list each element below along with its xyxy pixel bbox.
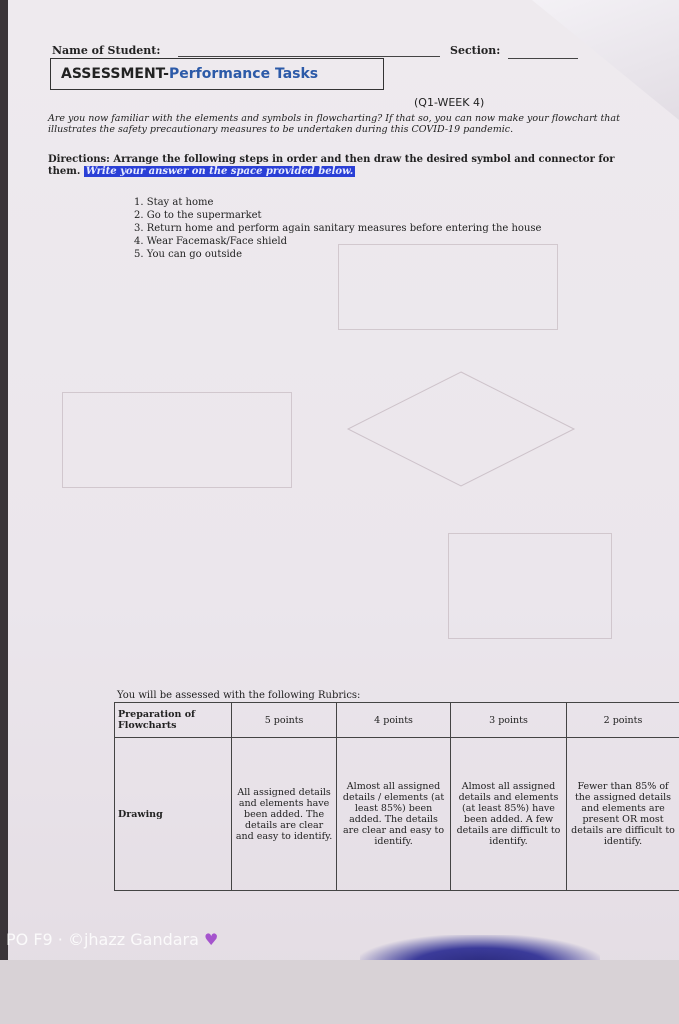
show-through-box (338, 244, 558, 330)
rubric-header-cell: 5 points (232, 703, 337, 738)
step-item: 3. Return home and perform again sanitary measures before entering the house (134, 223, 542, 234)
step-item: 1. Stay at home (134, 197, 214, 208)
watermark (6, 930, 218, 949)
rubric-cell: Fewer than 85% of the assigned details and elements are present OR most details are difficult to identify. (567, 738, 679, 891)
assessment-title (50, 58, 384, 90)
directions-text: Directions: Arrange the following steps in order and then draw the desired symbol and connector for them. (48, 154, 615, 177)
title-part-2: Performance Tasks (169, 66, 319, 82)
step-item: 5. You can go outside (134, 249, 243, 260)
show-through-diamond (346, 370, 576, 488)
rubric-header-row (115, 703, 679, 738)
background-surface (0, 960, 679, 1024)
step-item: 2. Go to the supermarket (134, 210, 262, 221)
directions-highlight: Write your answer on the space provided below. (85, 166, 354, 177)
rubric-header-cell: Preparation of Flowcharts (115, 703, 232, 738)
step-item: 4. Wear Facemask/Face shield (134, 236, 287, 247)
title-part-1: ASSESSMENT- (61, 66, 169, 82)
heart-icon: ♥ (204, 930, 219, 949)
name-label: Name of Student: (52, 44, 161, 57)
rubric-cell: Almost all assigned details and elements (at least 85%) have been added. A few details are difficult to identify. (450, 738, 566, 891)
intro-text: Are you now familiar with the elements and symbols in flowcharting? If that so, you can now make your flowchart that illustrates the safety precautionary measures to be undertaken during this COVID-19 pandemic. (48, 113, 620, 135)
name-line (178, 56, 440, 57)
show-through-box (448, 533, 612, 639)
rubric-row-label: Drawing (115, 738, 232, 891)
week-label: (Q1-WEEK 4) (414, 96, 485, 109)
directions (48, 154, 628, 178)
rubric-header-cell: 2 points (567, 703, 679, 738)
rubric-header-cell: 3 points (450, 703, 566, 738)
section-label: Section: (450, 44, 501, 57)
rubric-cell: Almost all assigned details / elements (at least 85%) been added. The details are clear and easy to identify. (337, 738, 451, 891)
rubric-intro: You will be assessed with the following Rubrics: (117, 690, 361, 701)
rubric-cell: All assigned details and elements have been added. The details are clear and easy to identify. (232, 738, 337, 891)
rubric-table (114, 702, 679, 891)
section-line (508, 58, 578, 59)
rubric-header-cell: 4 points (337, 703, 451, 738)
show-through-box (62, 392, 292, 488)
rubric-row (115, 738, 679, 891)
watermark-text: PO F9 · ©jhazz Gandara (6, 930, 199, 949)
